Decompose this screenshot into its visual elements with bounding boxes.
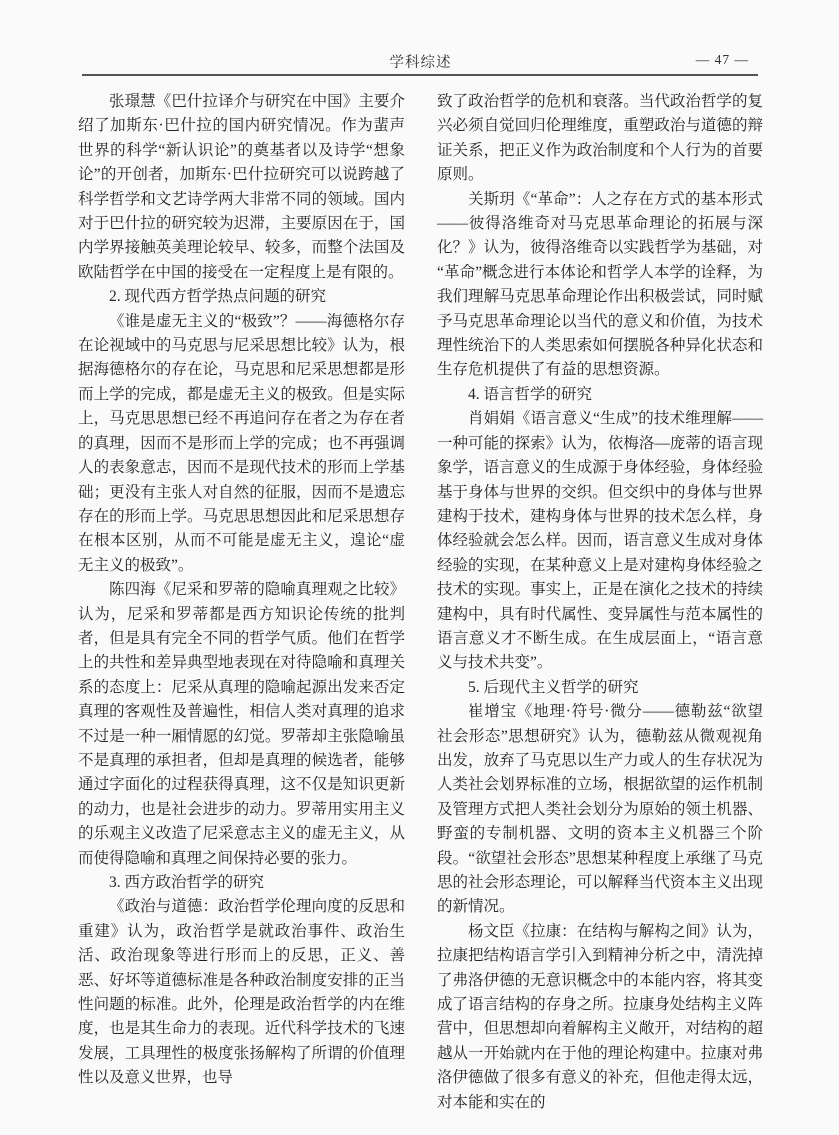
right-column (437, 90, 763, 1115)
section-heading: 4. 语言哲学的研究 (468, 385, 593, 403)
paragraph: 《谁是虚无主义的“极致”？——海德格尔存在论视域中的马克思与尼采思想比较》认为，根据海德格尔的存在论，马克思和尼采思想都是形而上学的完成，都是虚无主义的极致。但是实际上，马克思思想已经不再追问存在者之为存在者的真理，因而不是形而上学的完成；也不再强调人的表象意志，因而不是现代技术的形而上学基础；更没有主张人对自然的征服，因而不是遗忘存在的形而上学。马克思思想因此和尼采思想存在根本区别，从而不可能是虚无主义，遑论“虚无主义的极致”。 (78, 312, 405, 574)
page-number: — 47 — (695, 52, 749, 67)
paragraph: 崔增宝《地理·符号·微分——德勒兹“欲望社会形态”思想研究》认为，德勒兹从微观视角出发，放弃了马克思以生产力或人的生存状况为人类社会划界标准的立场，根据欲望的运作机制及管理方式把人类社会划分为原始的领土机器、野蛮的专制机器、文明的资本主义机器三个阶段。“欲望社会形态”思想某种程度上承继了马克思的社会形态理论，可以解释当代资本主义出现的新情况。 (437, 703, 763, 916)
paragraph: 《政治与道德：政治哲学伦理向度的反思和重建》认为，政治哲学是就政治事件、政治生活、政治现象等进行形而上的反思，正义、善恶、好坏等道德标准是各种政治制度安排的正当性问题的标准。此外，伦理是政治哲学的内在维度，也是其生命力的表现。近代科学技术的飞速发展，工具理性的极度张扬解构了所谓的价值理性以及意义世界，也导 (78, 898, 405, 1087)
paragraph: 关斯玥《“革命”：人之存在方式的基本形式——彼得洛维奇对马克思革命理论的拓展与深化？》认为，彼得洛维奇以实践哲学为基础，对“革命”概念进行本体论和哲学人本学的诠释，为我们理解马克思革命理论作出积极尝试，同时赋予马克思革命理论以当代的意义和价值，为技术理性统治下的人类思索如何摆脱各种异化状态和生存危机提供了有益的思想资源。 (437, 190, 763, 379)
header-rule (82, 74, 758, 76)
left-column (78, 90, 405, 1115)
section-heading: 2. 现代西方哲学热点问题的研究 (109, 288, 327, 306)
page-header (78, 51, 763, 71)
paragraph-continuation: 致了政治哲学的危机和衰落。当代政治哲学的复兴必须自觉回归伦理维度，重塑政治与道德的辩证关系，把正义作为政治制度和个人行为的首要原则。 (437, 93, 763, 184)
paragraph: 肖娟娟《语言意义“生成”的技术维理解——一种可能的探索》认为，依梅洛—庞蒂的语言现象学，语言意义的生成源于身体经验，身体经验基于身体与世界的交织。但交织中的身体与世界建构于技术，建构身体与世界的技术怎么样，身体经验就会怎么样。因而，语言意义生成对身体经验的实现，在某种意义上是对建构身体经验之技术的实现。事实上，正是在演化之技术的持续建构中，具有时代属性、变异属性与范本属性的语言意义才不断生成。在生成层面上，“语言意义与技术共变”。 (437, 410, 763, 672)
paragraph: 陈四海《尼采和罗蒂的隐喻真理观之比较》认为，尼采和罗蒂都是西方知识论传统的批判者，但是具有完全不同的哲学气质。他们在哲学上的共性和差异典型地表现在对待隐喻和真理关系的态度上：尼采从真理的隐喻起源出发来否定真理的客观性及普遍性，相信人类对真理的追求不过是一种一厢情愿的幻觉。罗蒂却主张隐喻虽不是真理的承担者，但却是真理的候选者，能够通过字面化的过程获得真理，这不仅是知识更新的动力，也是社会进步的动力。罗蒂用实用主义的乐观主义改造了尼采意志主义的虚无主义，从而使得隐喻和真理之间保持必要的张力。 (78, 581, 405, 867)
section-heading: 5. 后现代主义哲学的研究 (468, 678, 639, 696)
section-heading: 3. 西方政治哲学的研究 (109, 874, 265, 891)
paragraph: 杨文臣《拉康：在结构与解构之间》认为，拉康把结构语言学引入到精神分析之中，清洗掉了弗洛伊德的无意识概念中的本能内容，将其变成了语言结构的存身之所。拉康身处结构主义阵营中，但思想却向着解构主义敞开，对结构的超越从一开始就内在于他的理论构建中。拉康对弗洛伊德做了很多有意义的补充，但他走得太远，对本能和实在的 (437, 922, 763, 1111)
running-head: 学科综述 (389, 55, 452, 71)
paragraph: 张璟慧《巴什拉译介与研究在中国》主要介绍了加斯东·巴什拉的国内研究情况。作为蜚声世界的科学“新认识论”的奠基者以及诗学“想象论”的开创者，加斯东·巴什拉研究可以说跨越了科学哲学和文艺诗学两大非常不同的领域。国内对于巴什拉的研究较为迟滞，主要原因在于，国内学界接触英美理论较早、较多，而整个法国及欧陆哲学在中国的接受在一定程度上是有限的。 (78, 93, 405, 281)
article-body (78, 90, 763, 1115)
